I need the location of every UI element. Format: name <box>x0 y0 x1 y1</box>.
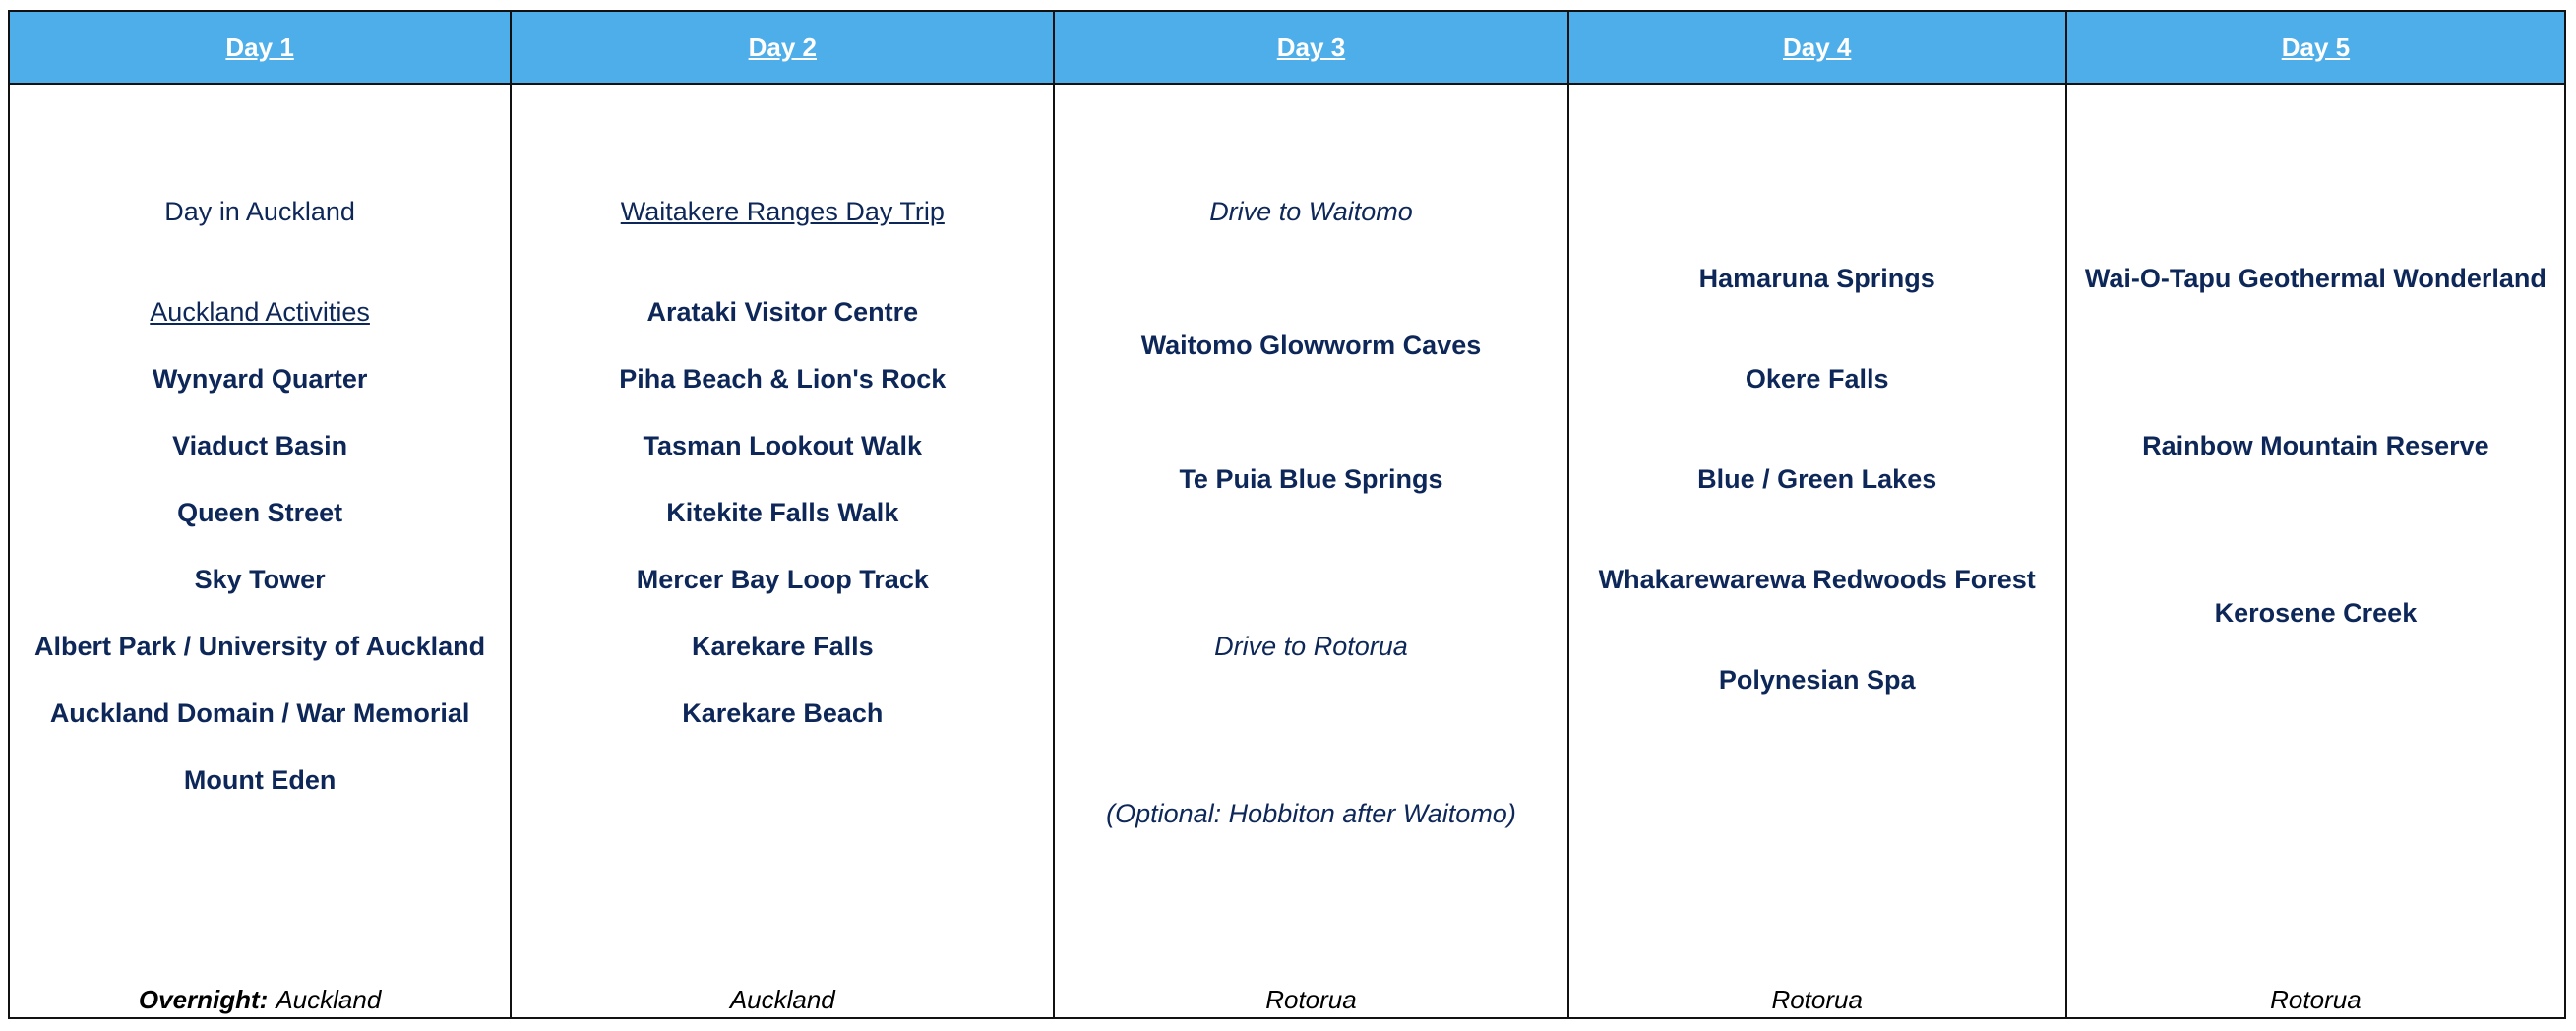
day-1-title: Day in Auckland <box>164 197 355 226</box>
activity-item: Hamaruna Springs <box>1698 264 1935 293</box>
day-header-3[interactable]: Day 3 <box>1055 12 1566 85</box>
activity-item: Rainbow Mountain Reserve <box>2142 431 2489 460</box>
activity-item: Auckland Domain / War Memorial <box>49 698 470 728</box>
overnight-4: Rotorua <box>1771 985 1863 1014</box>
overnight-1 <box>10 984 510 1015</box>
drive-note: Drive to Rotorua <box>1214 632 1408 661</box>
activity-item: Mercer Bay Loop Track <box>636 565 929 594</box>
day-header-4[interactable]: Day 4 <box>1569 12 2065 85</box>
itinerary-table <box>8 10 2566 1019</box>
day-column-5 <box>2065 12 2564 1017</box>
activity-item: Viaduct Basin <box>172 431 348 460</box>
activity-item: Arataki Visitor Centre <box>646 297 919 327</box>
overnight-label: Overnight: <box>138 985 269 1014</box>
day-header-2[interactable]: Day 2 <box>512 12 1053 85</box>
overnight-location: Auckland <box>276 985 382 1014</box>
overnight-2: Auckland <box>729 985 835 1014</box>
day-column-1 <box>10 12 510 1017</box>
overnight-5: Rotorua <box>2270 985 2361 1014</box>
activity-item: Okere Falls <box>1745 364 1889 394</box>
activity-item: Albert Park / University of Auckland <box>34 632 486 661</box>
activity-item: Queen Street <box>177 498 343 527</box>
activity-item: Tasman Lookout Walk <box>643 431 923 460</box>
optional-note: (Optional: Hobbiton after Waitomo) <box>1106 799 1516 828</box>
activity-item: Karekare Beach <box>682 698 884 728</box>
day-header-5[interactable]: Day 5 <box>2067 12 2564 85</box>
auckland-activities-link[interactable]: Auckland Activities <box>150 297 370 327</box>
day-column-2 <box>510 12 1053 1017</box>
overnight-3: Rotorua <box>1265 985 1357 1014</box>
activity-item: Blue / Green Lakes <box>1697 464 1937 494</box>
day-column-3 <box>1053 12 1566 1017</box>
activity-item: Wai-O-Tapu Geothermal Wonderland <box>2084 264 2546 293</box>
drive-note: Drive to Waitomo <box>1209 197 1413 226</box>
activity-item: Piha Beach & Lion's Rock <box>619 364 947 394</box>
activity-item: Sky Tower <box>194 565 326 594</box>
activity-item: Whakarewarewa Redwoods Forest <box>1598 565 2036 594</box>
waitakere-day-trip-link[interactable]: Waitakere Ranges Day Trip <box>620 197 945 226</box>
activity-item: Kitekite Falls Walk <box>666 498 899 527</box>
activity-item: Karekare Falls <box>691 632 874 661</box>
activity-item: Kerosene Creek <box>2214 598 2418 628</box>
activity-item: Waitomo Glowworm Caves <box>1140 331 1482 360</box>
day-column-4 <box>1567 12 2065 1017</box>
activity-item: Wynyard Quarter <box>152 364 368 394</box>
activity-item: Te Puia Blue Springs <box>1179 464 1443 494</box>
activity-item: Mount Eden <box>183 765 337 795</box>
day-header-1[interactable]: Day 1 <box>10 12 510 85</box>
activity-item: Polynesian Spa <box>1718 665 1916 695</box>
